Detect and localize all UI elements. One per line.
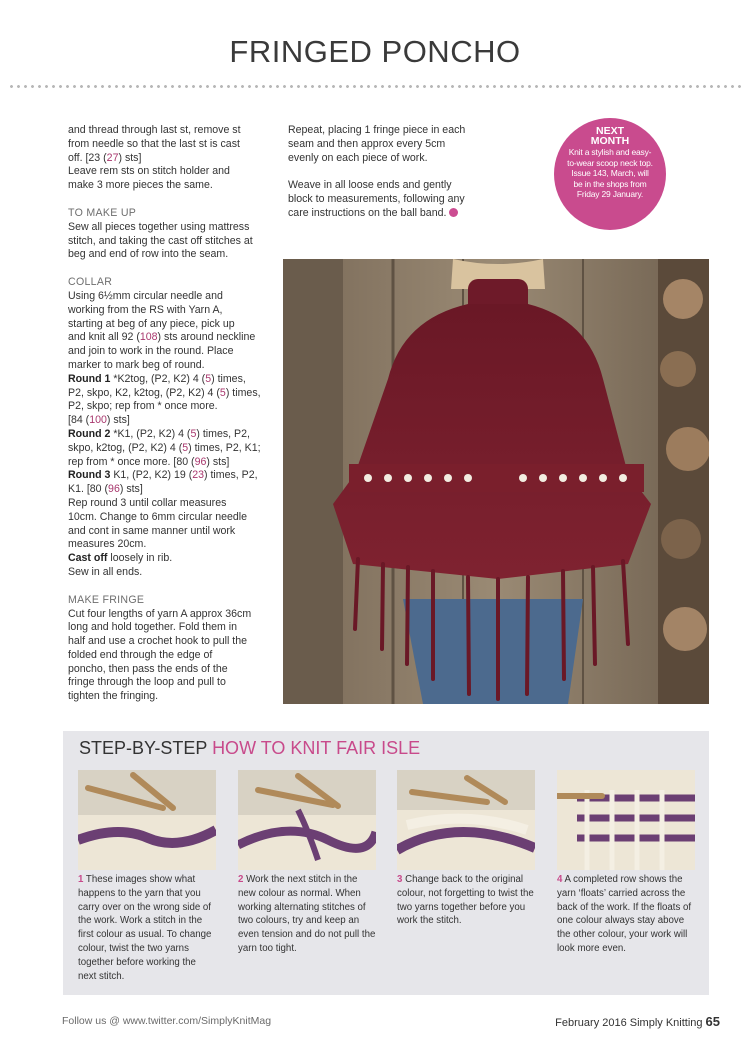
body-line: care instructions on the ball band.: [288, 207, 483, 221]
step-2: [238, 770, 376, 956]
body-line: Sew in all ends.: [68, 565, 143, 578]
step-by-step-title: STEP-BY-STEP HOW TO KNIT FAIR ISLE: [79, 738, 421, 758]
intro-line: off. [23 (27) sts]: [68, 151, 142, 164]
step-2-photo: [238, 770, 376, 870]
next-month-badge: [554, 118, 666, 230]
body-line: Cut four lengths of yarn A approx 36cm: [68, 607, 252, 620]
body-line: marker to mark beg of round.: [68, 358, 205, 371]
body-line: poncho, then pass the ends of the: [68, 662, 228, 675]
body-line: block to measurements, following any: [288, 192, 465, 205]
body-line: K1. [80 (96) sts]: [68, 483, 143, 496]
body-line: [84 (100) sts]: [68, 414, 130, 427]
end-of-pattern-icon: [449, 208, 458, 217]
round-2-line: Round 2 *K1, (P2, K2) 4 (5) times, P2,: [68, 427, 250, 440]
step-by-step-panel: [63, 731, 709, 995]
section-heading-make-up: TO MAKE UP: [68, 206, 137, 219]
step-4-caption: 4 A completed row shows the yarn ‘floats’ carried across the back of the work. If the floats of one colour always stay above the other colour, your work will look more even.: [557, 874, 692, 954]
body-line: fringe through the loop and pull to: [68, 676, 226, 689]
body-line: stitch, and taking the cast off stitches at: [68, 234, 253, 247]
footer-twitter: Follow us @ www.twitter.com/SimplyKnitMag: [62, 1015, 272, 1027]
body-line: and cont in same manner until work: [68, 524, 236, 537]
body-line: and knit all 92 (108) sts around neckline: [68, 331, 256, 344]
section-heading-collar: COLLAR: [68, 276, 113, 289]
body-line: long and hold together. Fold them in: [68, 621, 238, 634]
page-number: 65: [705, 1014, 720, 1029]
body-line: P2, skpo, K2, k2tog, (P2, K2) 4 (5) times,: [68, 386, 261, 399]
intro-line: Leave rem sts on stitch holder and: [68, 165, 230, 178]
dotted-divider: [8, 84, 742, 89]
round-3-line: Round 3 K1, (P2, K2) 19 (23) times, P2,: [68, 469, 258, 482]
step-3-caption: 3 Change back to the original colour, not forgetting to twist the two yarns together before you work the stitch.: [397, 874, 534, 927]
body-line: seam and then approx every 5cm: [288, 137, 446, 150]
body-line: working from the RS with Yarn A,: [68, 303, 223, 316]
section-heading-make-fringe: MAKE FRINGE: [68, 593, 145, 606]
intro-line: and thread through last st, remove st: [68, 124, 241, 136]
step-2-caption: 2 Work the next stitch in the new colour as normal. When working alternating stitches of two colours, try and keep an even tension and do not pull the yarn too tight.: [238, 874, 376, 954]
body-line: Using 6½mm circular needle and: [68, 289, 223, 302]
body-line: Rep round 3 until collar measures: [68, 496, 227, 509]
round-1-line: Round 1 *K2tog, (P2, K2) 4 (5) times,: [68, 372, 246, 385]
pattern-column-2: [288, 124, 483, 221]
body-line: rep from * once more. [80 (96) sts]: [68, 455, 230, 468]
body-line: evenly on each piece of work.: [288, 151, 428, 164]
body-line: half and use a crochet hook to pull the: [68, 635, 248, 648]
step-3-photo: [397, 770, 535, 870]
poncho-photo: [283, 259, 709, 704]
body-line: P2, skpo; rep from * once more.: [68, 400, 218, 413]
body-line: Repeat, placing 1 fringe piece in each: [288, 124, 466, 136]
spacer: [288, 165, 483, 179]
body-line: starting at beg of any piece, pick up: [68, 317, 235, 330]
step-1-photo: [78, 770, 216, 870]
next-month-text: Knit a stylish and easy-to-wear scoop neck top. Issue 143, March, will be in the shops from Friday 29 January.: [567, 147, 653, 199]
body-line: measures 20cm.: [68, 538, 147, 551]
step-1-caption: 1 These images show what happens to the yarn that you carry over on the wrong side of the work. Work a stitch in the first colour as usual. To change colour, twist the two yarns together before working the next stitch.: [78, 874, 212, 982]
body-line: Sew all pieces together using mattress: [68, 220, 250, 233]
footer-issue: February 2016 Simply Knitting 65: [555, 1014, 720, 1029]
step-4: [557, 770, 695, 956]
body-line: folded end through the edge of: [68, 648, 213, 661]
step-1: [78, 770, 216, 983]
page-title: FRINGED PONCHO: [229, 34, 521, 69]
body-line: tighten the fringing.: [68, 690, 159, 703]
body-line: and join to work in the round. Place: [68, 345, 234, 358]
body-line: beg and end of row into the seam.: [68, 248, 229, 261]
step-4-photo: [557, 770, 695, 870]
body-line: Weave in all loose ends and gently: [288, 179, 452, 192]
pattern-column-1: [68, 124, 268, 704]
body-line: skpo, k2tog, (P2, K2) 4 (5) times, P2, K1;: [68, 441, 261, 454]
intro-line: from needle so that the last st is cast: [68, 137, 240, 150]
cast-off-line: Cast off loosely in rib.: [68, 552, 173, 565]
next-month-title: NEXT MONTH: [590, 125, 630, 147]
body-line: 10cm. Change to 6mm circular needle: [68, 510, 248, 523]
step-3: [397, 770, 535, 928]
intro-line: make 3 more pieces the same.: [68, 179, 213, 192]
